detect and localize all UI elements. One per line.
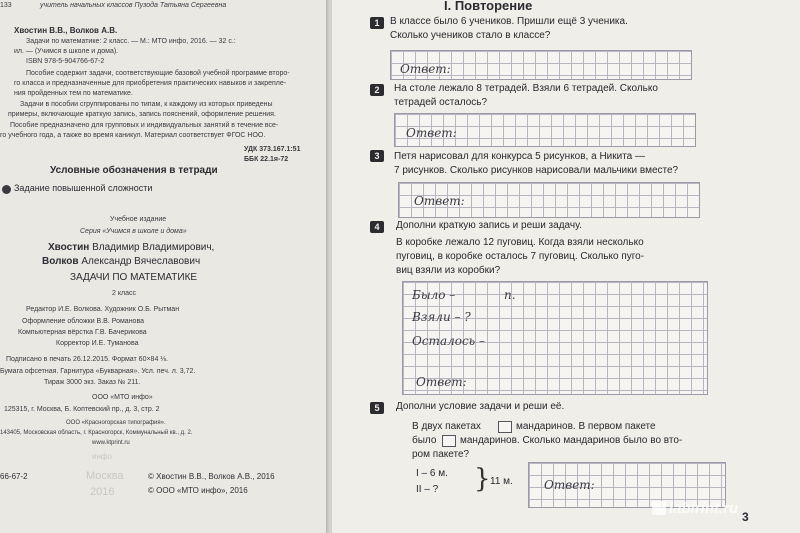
task-text: виц взяли из коробки? (396, 265, 501, 276)
task-text: Сколько учеников стало в классе? (390, 30, 551, 41)
task-number: 1 (370, 17, 384, 29)
brace-icon: } (474, 464, 491, 494)
short-record: Взяли – ? (412, 310, 471, 324)
publisher-address: 125315, г. Москва, Б. Коптевский пр., д. 3, стр. 2 (4, 406, 160, 413)
page-number-left: 133 (0, 2, 12, 9)
author1 (48, 242, 214, 253)
abstract-line: Пособие предназначено для групповых и индивидуальных занятий в течение все- (10, 122, 279, 129)
task-text: В коробке лежало 12 пуговиц. Когда взяли несколько (396, 237, 644, 248)
task-text: Петя нарисовал для конкурса 5 рисунков, а Никита — (394, 151, 646, 162)
task-number: 5 (370, 402, 384, 414)
edition: Учебное издание (110, 216, 167, 223)
credit-line: Корректор И.Е. Туманова (56, 340, 139, 347)
abstract-line: го класса и предназначенные для приобретения практических навыков и закрепле- (14, 80, 287, 87)
task-text: пуговиц, в коробке осталось 7 пуговиц. Сколько пуго- (396, 251, 645, 262)
answer-label: Ответ: (400, 62, 451, 76)
isbn-tail: 66-67-2 (0, 472, 28, 481)
faint-logo: Москва (86, 470, 124, 482)
answer-label: Ответ: (406, 126, 457, 140)
section-header: I. Повторение (444, 0, 533, 13)
print-line: Тираж 3000 экз. Заказ № 211. (44, 379, 141, 386)
task-text: Дополни краткую запись и реши задачу. (396, 220, 582, 231)
blank-box[interactable] (498, 421, 512, 433)
answer-label: Ответ: (416, 375, 467, 389)
task-text: На столе лежало 8 тетрадей. Взяли 6 тетрадей. Сколько (394, 83, 658, 94)
task-text: мандаринов. Сколько мандаринов было во вто- (460, 435, 683, 446)
abstract-line: примеры, включающие краткую запись, запись пояснений, оформление решения. (8, 111, 276, 118)
abstract-line: Пособие содержит задачи, соответствующие базовой учебной программе второ- (26, 70, 290, 77)
udk: УДК 373.167.1:51 (244, 146, 301, 153)
printer-url: www.ktprint.ru (92, 440, 130, 446)
author2-surname: Волков (42, 256, 79, 267)
page-number-right: 3 (742, 510, 749, 524)
short-record: п. (504, 288, 516, 302)
publisher: ООО «МТО инфо» (92, 394, 153, 401)
task-text: тетрадей осталось? (394, 97, 488, 108)
bib-title-2: ил. — (Учимся в школе и дома). (14, 48, 119, 55)
watermark-text: labirint.ru (669, 500, 739, 517)
author-line: Хвостин В.В., Волков А.В. (14, 26, 118, 35)
credit-line: Компьютерная вёрстка Г.В. Бачерикова (18, 329, 147, 336)
task-text: ром пакете? (412, 449, 470, 460)
answer-label: Ответ: (414, 194, 465, 208)
printer-address: 143405, Московская область, г. Красногорск, Коммунальный кв., д. 2. (0, 430, 193, 436)
series: Серия «Учимся в школе и дома» (80, 228, 187, 235)
abstract-line: ния пройденных тем по математике. (14, 90, 133, 97)
task-number: 2 (370, 84, 384, 96)
credit-line: Оформление обложки В.В. Романова (22, 318, 144, 325)
legend-title: Условные обозначения в тетради (50, 165, 218, 176)
book-title: ЗАДАЧИ ПО МАТЕМАТИКЕ (70, 272, 198, 283)
task-number: 3 (370, 150, 384, 162)
author2 (42, 256, 200, 267)
short-record: Осталось – (412, 334, 486, 348)
watermark (652, 500, 738, 517)
abstract-line: го учебного года, а также во время каникул. Материал соответствует ФГОС НОО. (0, 132, 266, 139)
task-text: В двух пакетах (412, 421, 481, 432)
short-record: II – ? (416, 484, 439, 495)
task-number: 4 (370, 221, 384, 233)
short-record: Было – (412, 288, 456, 302)
legend-item: Задание повышенной сложности (14, 183, 153, 193)
task-text: Дополни условие задачи и реши её. (396, 401, 565, 412)
abstract-line: Задачи в пособии сгруппированы по типам, к каждому из которых приведены (20, 101, 273, 108)
copyright-publisher: © ООО «МТО инфо», 2016 (148, 486, 248, 495)
task-text: было (412, 435, 437, 446)
author2-name: Александр Вячеславович (81, 256, 201, 267)
teacher-line: учитель начальных классов Пузода Татьяна Сергеевна (40, 2, 227, 9)
author1-name: Владимир Владимирович, (92, 242, 215, 253)
left-page (0, 0, 327, 533)
author1-surname: Хвостин (48, 242, 90, 253)
isbn: ISBN 978-5-904766-67-2 (26, 58, 105, 65)
blank-box[interactable] (442, 435, 456, 447)
copyright-authors: © Хвостин В.В., Волков А.В., 2016 (148, 472, 275, 481)
task-text: мандаринов. В первом пакете (516, 421, 656, 432)
print-line: Бумага офсетная. Гарнитура «Букварная». Усл. печ. л. 3,72. (0, 368, 196, 375)
short-total: 11 м. (490, 476, 513, 487)
answer-label: Ответ: (544, 478, 595, 492)
star-icon (2, 185, 11, 194)
watermark-logo-icon (652, 501, 666, 515)
credit-line: Редактор И.Е. Волкова. Художник О.Б. Рытман (26, 306, 180, 313)
short-record: I – 6 м. (416, 468, 448, 479)
printer: ООО «Красногорская типография». (66, 420, 166, 426)
bib-title: Задачи по математике: 2 класс. — М.: МТО инфо, 2016. — 32 с.: (26, 38, 236, 45)
faint-logo: инфо (92, 452, 112, 461)
faint-logo: 2016 (90, 486, 115, 498)
right-page (332, 0, 800, 533)
grade: 2 класс (112, 290, 136, 297)
task-text: В классе было 6 учеников. Пришли ещё 3 ученика. (390, 16, 628, 27)
task-text: 7 рисунков. Сколько рисунков нарисовали мальчики вместе? (394, 165, 679, 176)
print-line: Подписано в печать 26.12.2015. Формат 60×84 ⅛. (6, 356, 169, 363)
bbk: ББК 22.1я-72 (244, 156, 289, 163)
